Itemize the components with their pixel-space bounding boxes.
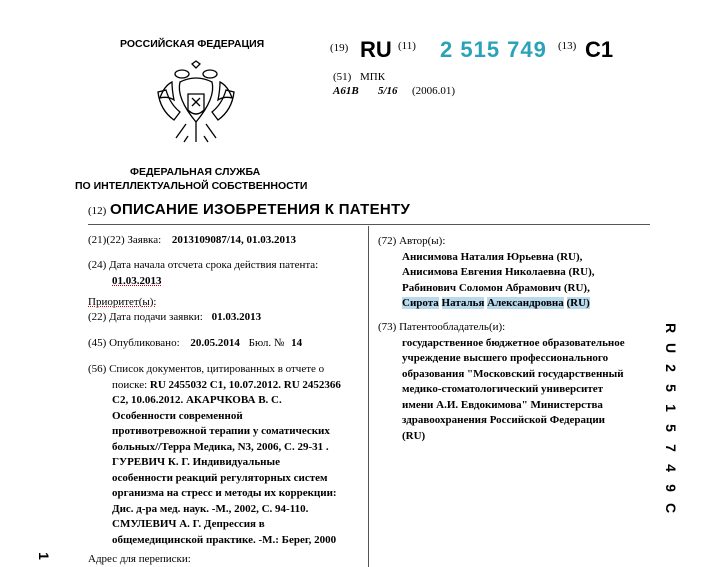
vertical-char: U — [663, 342, 679, 354]
double-headed-eagle-icon — [150, 58, 242, 150]
term-start-label: Дата начала отсчета срока действия патента: — [109, 259, 319, 271]
author-4-patronymic: Александровна — [487, 297, 564, 309]
patent-number: 2 515 749 — [440, 37, 547, 62]
citation-line-11: СМУЛЕВИЧ А. Г. Депрессия в — [112, 518, 265, 530]
author-2: Анисимова Евгения Николаевна (RU), — [402, 266, 595, 278]
author-1: Анисимова Наталия Юрьевна (RU), — [402, 250, 583, 263]
country-code: RU — [360, 37, 392, 62]
term-start-value: 01.03.2013 — [112, 274, 162, 287]
author-4 — [378, 296, 594, 312]
published-field — [88, 337, 302, 349]
citation-line-2: поиске: — [112, 378, 148, 391]
citation-line-1: Список документов, цитированных в отчете о — [109, 363, 325, 375]
authors-label: Автор(ы): — [399, 235, 446, 247]
vertical-char: 4 — [663, 464, 679, 472]
citation-line-5: противотревожной терапии у соматических — [112, 425, 330, 437]
owner-label: Патентообладатель(и): — [399, 321, 506, 333]
citation-line-3-author: АКАРЧКОВА В. С. — [185, 394, 282, 406]
left-edge-mark: 1 — [35, 552, 52, 560]
term-start-field — [88, 258, 318, 289]
vertical-char: 1 — [663, 404, 679, 412]
code-19: (19) — [330, 42, 349, 54]
document-title: ОПИСАНИЕ ИЗОБРЕТЕНИЯ К ПАТЕНТУ — [110, 201, 411, 218]
owner-line-6: здравоохранения Российской Федерации — [402, 414, 606, 426]
citation-line-2-refs: RU 2455032 C1, 10.07.2012. RU 2452366 — [149, 378, 341, 391]
term-start-code: (24) — [88, 259, 107, 271]
address-label: Адрес для переписки: — [88, 553, 191, 565]
authors-code: (72) — [378, 235, 397, 247]
mpk-label: МПК — [360, 71, 386, 83]
code-11: (11) — [398, 40, 416, 52]
author-4-country: (RU) — [566, 297, 590, 309]
bulletin-number: 14 — [291, 337, 303, 349]
citations-field — [88, 362, 341, 548]
owner-field — [378, 320, 625, 444]
citation-line-6: больных//Терра Медика, N3, 2006, С. 29-31 . — [112, 440, 329, 453]
ipc-version: (2006.01) — [412, 85, 456, 97]
owner-code: (73) — [378, 321, 397, 333]
owner-line-5: имени А.И. Евдокимова" Министерства — [402, 398, 603, 411]
application-code: (21)(22) — [88, 234, 125, 246]
code-13: (13) — [558, 40, 577, 52]
published-date: 20.05.2014 — [190, 337, 240, 349]
vertical-char: 5 — [663, 384, 679, 392]
vertical-char: R — [663, 322, 679, 334]
owner-line-7: (RU) — [402, 429, 426, 442]
citation-line-10: Дис. д-ра мед. наук. -М., 2002, С. 94-110. — [112, 502, 309, 515]
agency-line-1: ФЕДЕРАЛЬНАЯ СЛУЖБА — [130, 166, 261, 178]
author-3: Рабинович Соломон Абрамович (RU), — [402, 281, 590, 294]
citation-line-9: организма на стресс и методы их коррекции: — [112, 487, 337, 499]
country-name: РОССИЙСКАЯ ФЕДЕРАЦИЯ — [120, 38, 265, 50]
code-51: (51) — [333, 71, 352, 83]
coat-of-arms-emblem — [150, 58, 242, 150]
citation-line-3: C2, 10.06.2012. — [112, 394, 184, 406]
author-4-name: Наталья — [441, 297, 485, 309]
citation-line-4: Особенности современной — [112, 409, 243, 422]
owner-line-4: медико-стоматологический университет — [402, 383, 604, 395]
citation-line-7: ГУРЕВИЧ К. Г. Индивидуальные — [112, 456, 280, 468]
bulletin-label: Бюл. № — [248, 337, 285, 349]
title-rule — [88, 224, 650, 225]
filing-field — [88, 311, 261, 323]
citation-line-8: особенности реакций регуляторных систем — [112, 471, 328, 484]
filing-code: (22) — [88, 311, 107, 323]
ipc-class: A61B — [333, 85, 359, 97]
published-label: Опубликовано: — [109, 337, 180, 349]
agency-line-2: ПО ИНТЕЛЛЕКТУАЛЬНОЙ СОБСТВЕННОСТИ — [75, 180, 308, 192]
filing-label: Дата подачи заявки: — [109, 311, 203, 323]
priority-label-text: Приоритет(ы): — [88, 296, 157, 308]
ipc-group: 5/16 — [378, 85, 398, 97]
owner-line-1: государственное бюджетное образовательное — [402, 336, 625, 349]
column-divider — [368, 226, 369, 567]
filing-value: 01.03.2013 — [211, 311, 262, 323]
owner-line-2: учреждение высшего профессионального — [402, 352, 609, 364]
vertical-patent-number — [660, 318, 682, 518]
authors-field — [378, 234, 594, 312]
owner-line-3: образования "Московский государственный — [402, 367, 624, 380]
vertical-char: 2 — [663, 364, 679, 372]
author-4-surname: Сирота — [402, 297, 439, 309]
citations-code: (56) — [88, 363, 107, 375]
priority-label — [88, 296, 157, 308]
application-value: 2013109087/14, 01.03.2013 — [171, 234, 296, 246]
citation-line-12: общемедицинской практике. -М.: Берег, 2000 — [112, 533, 337, 546]
vertical-char: 9 — [663, 484, 679, 492]
vertical-char: C — [663, 502, 679, 514]
application-field — [88, 234, 296, 246]
kind-code: C1 — [585, 37, 614, 62]
application-label: Заявка: — [127, 234, 162, 246]
vertical-char: 5 — [663, 424, 679, 432]
vertical-char: 7 — [663, 444, 679, 452]
title-code: (12) — [88, 205, 107, 217]
published-code: (45) — [88, 337, 107, 349]
